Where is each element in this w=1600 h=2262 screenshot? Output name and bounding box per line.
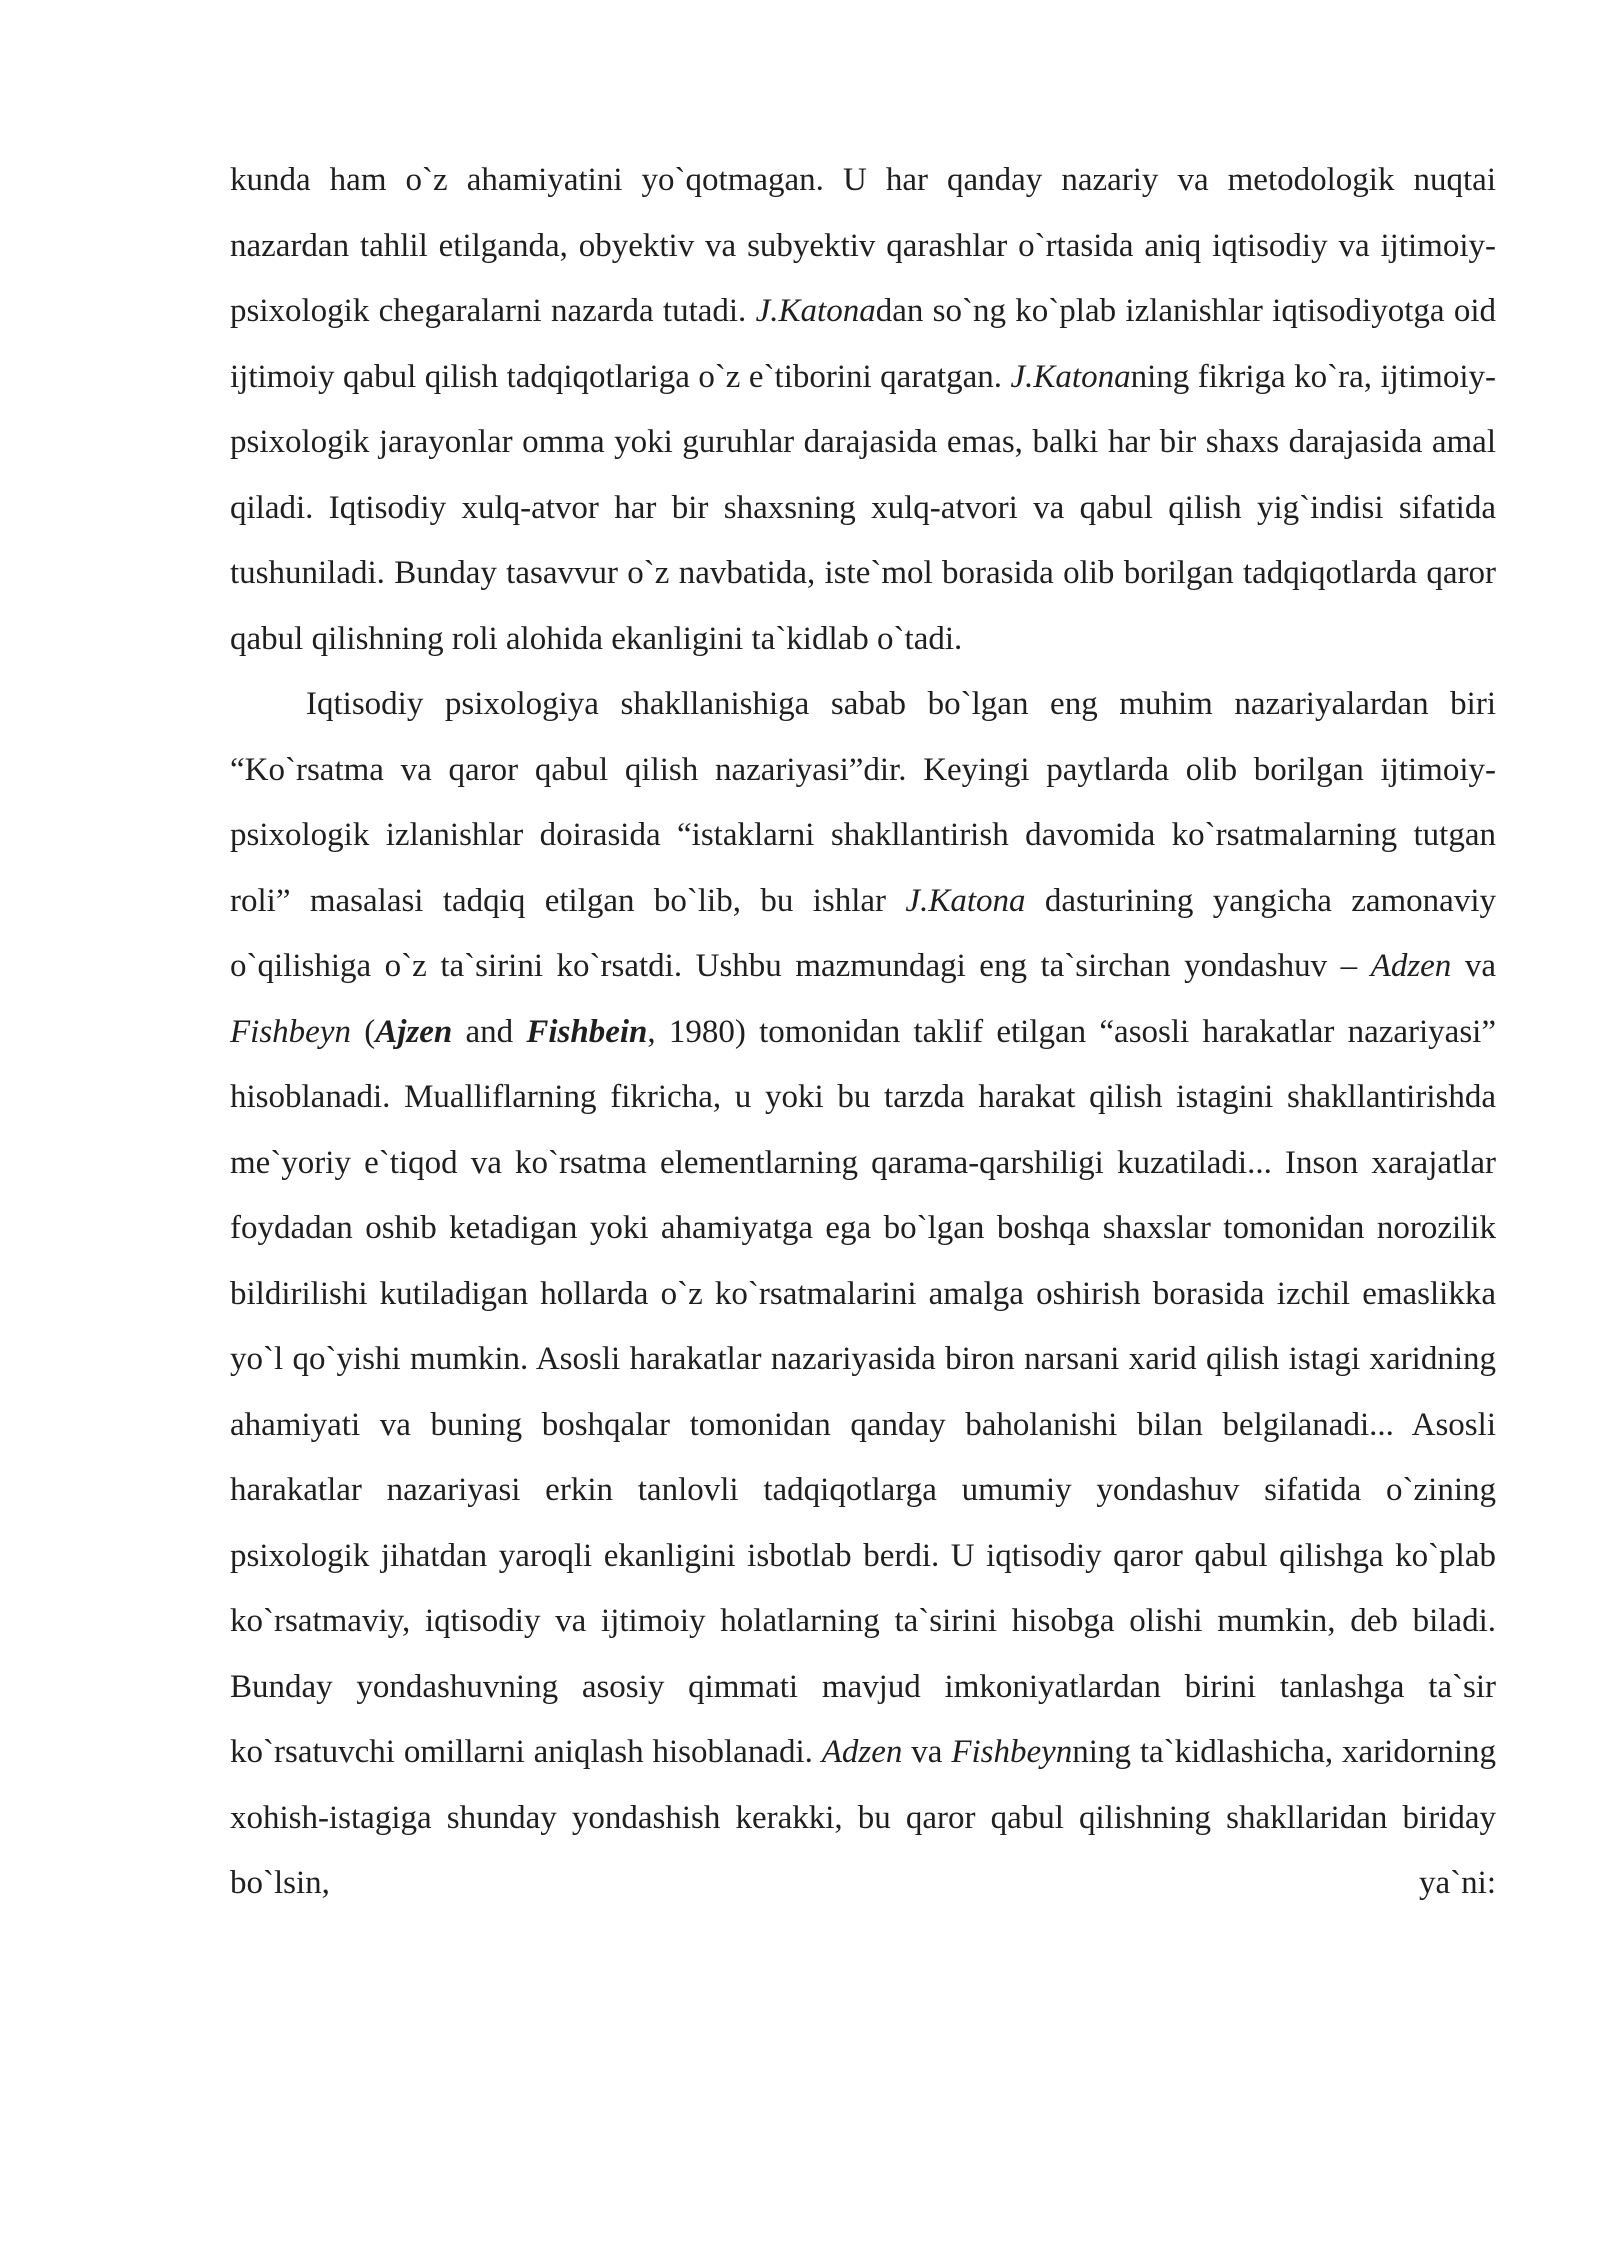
author-name-italic: Fishbeyn xyxy=(951,1734,1073,1770)
text-run: ning ta`kidlashicha, xaridorning xohish-istagiga shunday yondashish kerakki, bu qaror qabul qilishning shakllaridan biriday bo`lsin, ya`ni: xyxy=(230,1734,1496,1901)
author-name-italic: Adzen xyxy=(1370,948,1452,984)
author-name-italic: J.Katona xyxy=(755,293,876,329)
text-run: va xyxy=(1451,948,1496,984)
text-run: dasturining yangicha zamonaviy o`qilishiga o`z ta`sirini ko`rsatdi. Ushbu mazmundagi eng ta`sirchan yondashuv – xyxy=(230,882,1497,984)
text-run: ( xyxy=(350,1013,376,1050)
text-run: and xyxy=(452,1013,527,1050)
author-name-italic: J.Katona xyxy=(1010,358,1131,395)
text-run: dan so`ng ko`plab izlanishlar iqtisodiyotga oid ijtimoiy qabul qilish tadqiqotlariga o`z e`tiborini qaratgan. xyxy=(230,293,1496,395)
author-name-bold-italic: Fishbein xyxy=(526,1013,648,1050)
text-run: kunda ham o`z ahamiyatini yo`qotmagan. U har qanday nazariy va metodologik nuqtai nazardan tahlil etilganda, obyektiv va subyektiv qarashlar o`rtasida aniq iqtisodiy va ijtimoiy-psixologik chegaralarni nazarda tutadi. xyxy=(230,162,1496,329)
text-run: ning fikriga ko`ra, ijtimoiy-psixologik jarayonlar omma yoki guruhlar darajasida emas, balki har bir shaxs darajasida amal qiladi. Iqtisodiy xulq-atvor har bir shaxsning xulq-atvori va qabul qilish yig`indisi sifatida tushuniladi. Bunday tasavvur o`z navbatida, iste`mol borasida olib borilgan tadqiqotlarda qaror qabul qilishning roli alohida ekanligini ta`kidlab o`tadi. xyxy=(230,358,1497,657)
author-name-italic: Fishbeyn xyxy=(230,1013,351,1050)
text-run: va xyxy=(902,1734,952,1770)
author-name-bold-italic: Ajzen xyxy=(375,1013,453,1050)
text-run: Iqtisodiy psixologiya shakllanishiga sabab bo`lgan eng muhim nazariyalardan biri “Ko`rsatma va qaror qabul qilish nazariyasi”dir. Keyingi paytlarda olib borilgan ijtimoiy-psixologik izlanishlar doirasida “istaklarni shakllantirish davomida ko`rsatmalarning tutgan roli” masalasi tadqiq etilgan bo`lib, bu ishlar xyxy=(230,686,1496,919)
text-run: , 1980) tomonidan taklif etilgan “asosli harakatlar nazariyasi” hisoblanadi. Mualliflarning fikricha, u yoki bu tarzda harakat qilish istagini shakllantirishda me`yoriy e`tiqod va ko`rsatma elementlarning qarama-qarshiligi kuzatiladi... Inson xarajatlar foydadan oshib ketadigan yoki ahamiyatga ega bo`lgan boshqa shaxslar tomonidan norozilik bildirilishi kutiladigan hollarda o`z ko`rsatmalarini amalga oshirish borasida izchil emaslikka yo`l qo`yishi mumkin. Asosli harakatlar nazariyasida biron narsani xarid qilish istagi xaridning ahamiyati va buning boshqalar tomonidan qanday baholanishi bilan belgilanadi... Asosli harakatlar nazariyasi erkin tanlovli tadqiqotlarga umumiy yondashuv sifatida o`zining psixologik jihatdan yaroqli ekanligini isbotlab berdi. U iqtisodiy qaror qabul qilishga ko`plab ko`rsatmaviy, iqtisodiy va ijtimoiy holatlarning ta`sirini hisobga olishi mumkin, deb biladi. Bunday yondashuvning asosiy qimmati mavjud imkoniyatlardan birini tanlashga ta`sir ko`rsatuvchi omillarni aniqlash hisoblanadi. xyxy=(230,1013,1496,1770)
author-name-italic: J.Katona xyxy=(905,882,1026,919)
author-name-italic: Adzen xyxy=(821,1734,903,1770)
document-page xyxy=(230,148,1496,1917)
paragraph-1 xyxy=(230,148,1496,672)
paragraph-2 xyxy=(230,672,1496,1917)
